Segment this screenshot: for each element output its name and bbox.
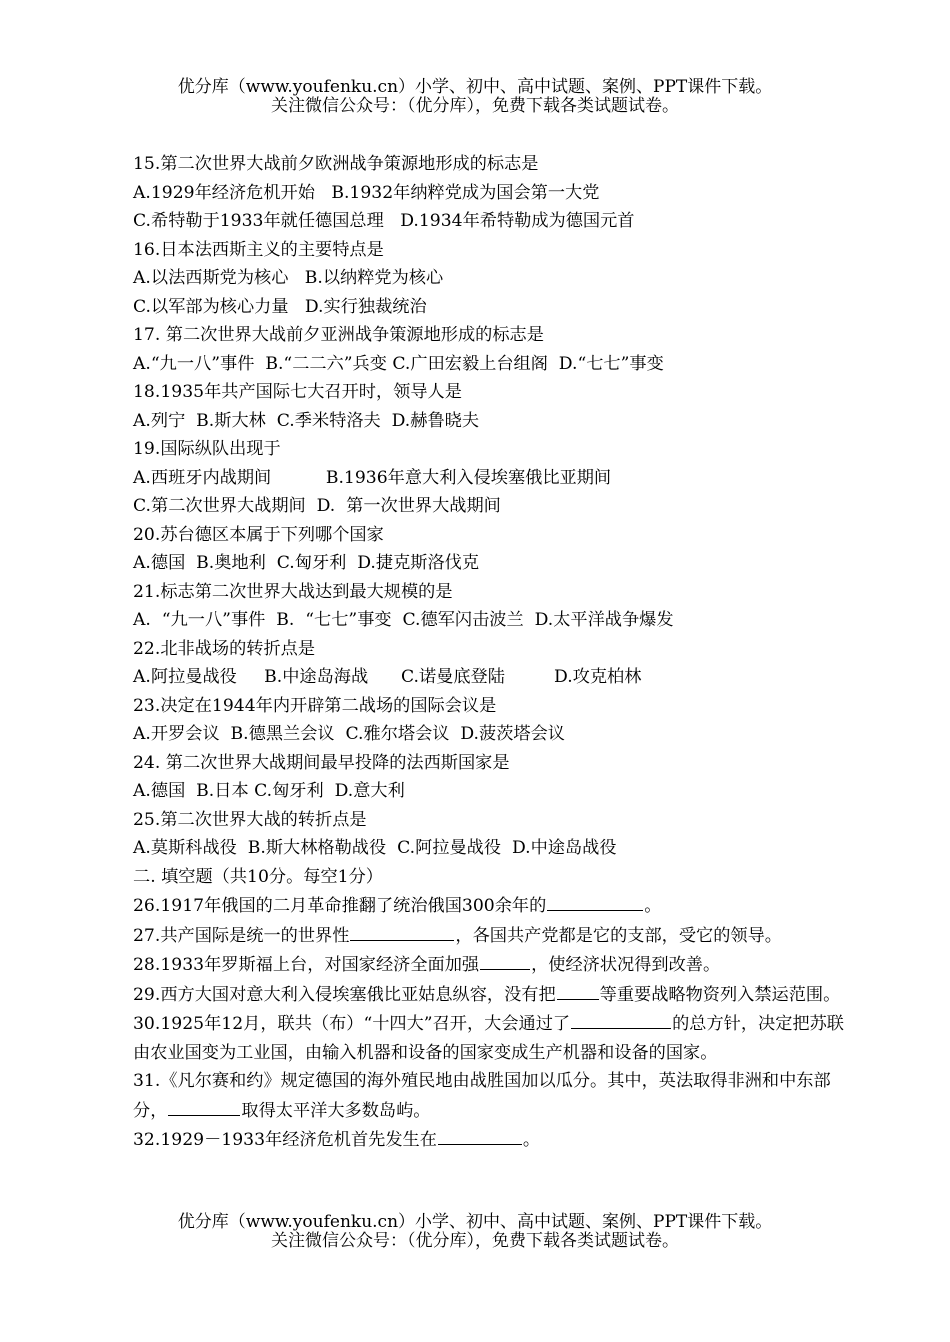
answer-blank-27: [350, 921, 454, 941]
question-18-stem: 18.1935年共产国际七大召开时，领导人是: [133, 382, 462, 402]
question-25-stem: 25.第二次世界大战的转折点是: [133, 809, 367, 830]
fill-question-28: 28.1933年罗斯福上台，对国家经济全面加强 ，使经济状况得到改善。: [133, 950, 845, 980]
header-line-2: 关注微信公众号：（优分库），免费下载各类试题试卷。: [271, 96, 679, 116]
fill-question-30: 30.1925年12月，联共（布）“十四大”召开，大会通过了 的总方针，决定把苏联由农业国变为工业国，由输入机器和设备的国家变成生产机器和设备的国家。: [133, 1009, 845, 1067]
page-footer: [0, 1213, 950, 1251]
section-2-title: 二. 填空题（共10分。每空1分）: [133, 866, 383, 887]
question-15-options-1: A.1929年经济危机开始 B.1932年纳粹党成为国会第一大党: [133, 182, 600, 203]
fill-question-31: 31.《凡尔赛和约》规定德国的海外殖民地由战胜国加以瓜分。其中，英法取得非洲和中东部分， 取得太平洋大多数岛屿。: [133, 1071, 831, 1121]
exam-content: [133, 150, 845, 1155]
fill-question-32: 32.1929－1933年经济危机首先发生在 。: [133, 1125, 845, 1155]
question-24-stem: 24. 第二次世界大战期间最早投降的法西斯国家是: [133, 752, 510, 773]
question-21-stem: 21.标志第二次世界大战达到最大规模的是: [133, 581, 453, 602]
question-19-options-1: A.西班牙内战期间 B.1936年意大利入侵埃塞俄比亚期间: [133, 467, 612, 488]
page-header: [0, 78, 950, 116]
question-23-options-1: A.开罗会议 B.德黑兰会议 C.雅尔塔会议 D.菠茨塔会议: [133, 724, 565, 744]
answer-blank-28: [480, 950, 530, 970]
answer-blank-30: [571, 1009, 671, 1029]
fill-question-26: 26.1917年俄国的二月革命推翻了统治俄国300余年的 。: [133, 891, 845, 921]
question-15-stem: 15.第二次世界大战前夕欧洲战争策源地形成的标志是: [133, 154, 539, 174]
fill-question-29: 29.西方大国对意大利入侵埃塞俄比亚姑息纵容，没有把 等重要战略物资列入禁运范围。: [133, 980, 845, 1010]
question-25-options-1: A.莫斯科战役 B.斯大林格勒战役 C.阿拉曼战役 D.中途岛战役: [133, 838, 617, 858]
header-line-1: 优分库（www.youfenku.cn）小学、初中、高中试题、案例、PPT课件下载。: [177, 77, 773, 97]
question-19-options-2: C.第二次世界大战期间 D. 第一次世界大战期间: [133, 496, 501, 516]
question-20-options-1: A.德国 B.奥地利 C.匈牙利 D.捷克斯洛伐克: [133, 553, 480, 573]
question-18-options-1: A.列宁 B.斯大林 C.季米特洛夫 D.赫鲁晓夫: [133, 410, 480, 431]
question-16-options-2: C.以军部为核心力量 D.实行独裁统治: [133, 296, 427, 317]
answer-blank-26: [547, 891, 643, 911]
question-22-options-1: A.阿拉曼战役 B.中途岛海战 C.诺曼底登陆 D.攻克柏林: [133, 667, 642, 687]
question-21-options-1: A. “九一八”事件 B. “七七”事变 C.德军闪击波兰 D.太平洋战争爆发: [133, 610, 674, 630]
question-16-options-1: A.以法西斯党为核心 B.以纳粹党为核心: [133, 268, 444, 288]
question-22-stem: 22.北非战场的转折点是: [133, 638, 316, 659]
question-16-stem: 16.日本法西斯主义的主要特点是: [133, 239, 384, 260]
question-20-stem: 20.苏台德区本属于下列哪个国家: [133, 524, 384, 545]
answer-blank-29: [557, 980, 599, 1000]
answer-blank-31: [168, 1096, 240, 1116]
footer-line-1: 优分库（www.youfenku.cn）小学、初中、高中试题、案例、PPT课件下载。: [177, 1212, 773, 1232]
question-17-options-1: A.“九一八”事件 B.“二二六”兵变 C.广田宏毅上台组阁 D.“七七”事变: [133, 353, 664, 374]
fill-question-27: 27.共产国际是统一的世界性 ，各国共产党都是它的支部，受它的领导。: [133, 921, 845, 951]
question-23-stem: 23.决定在1944年内开辟第二战场的国际会议是: [133, 695, 497, 716]
question-24-options-1: A.德国 B.日本 C.匈牙利 D.意大利: [133, 781, 405, 801]
footer-line-2: 关注微信公众号：（优分库），免费下载各类试题试卷。: [271, 1231, 679, 1251]
question-17-stem: 17. 第二次世界大战前夕亚洲战争策源地形成的标志是: [133, 325, 544, 345]
question-15-options-2: C.希特勒于1933年就任德国总理 D.1934年希特勒成为德国元首: [133, 211, 635, 231]
question-19-stem: 19.国际纵队出现于: [133, 439, 281, 459]
answer-blank-32: [438, 1125, 522, 1145]
